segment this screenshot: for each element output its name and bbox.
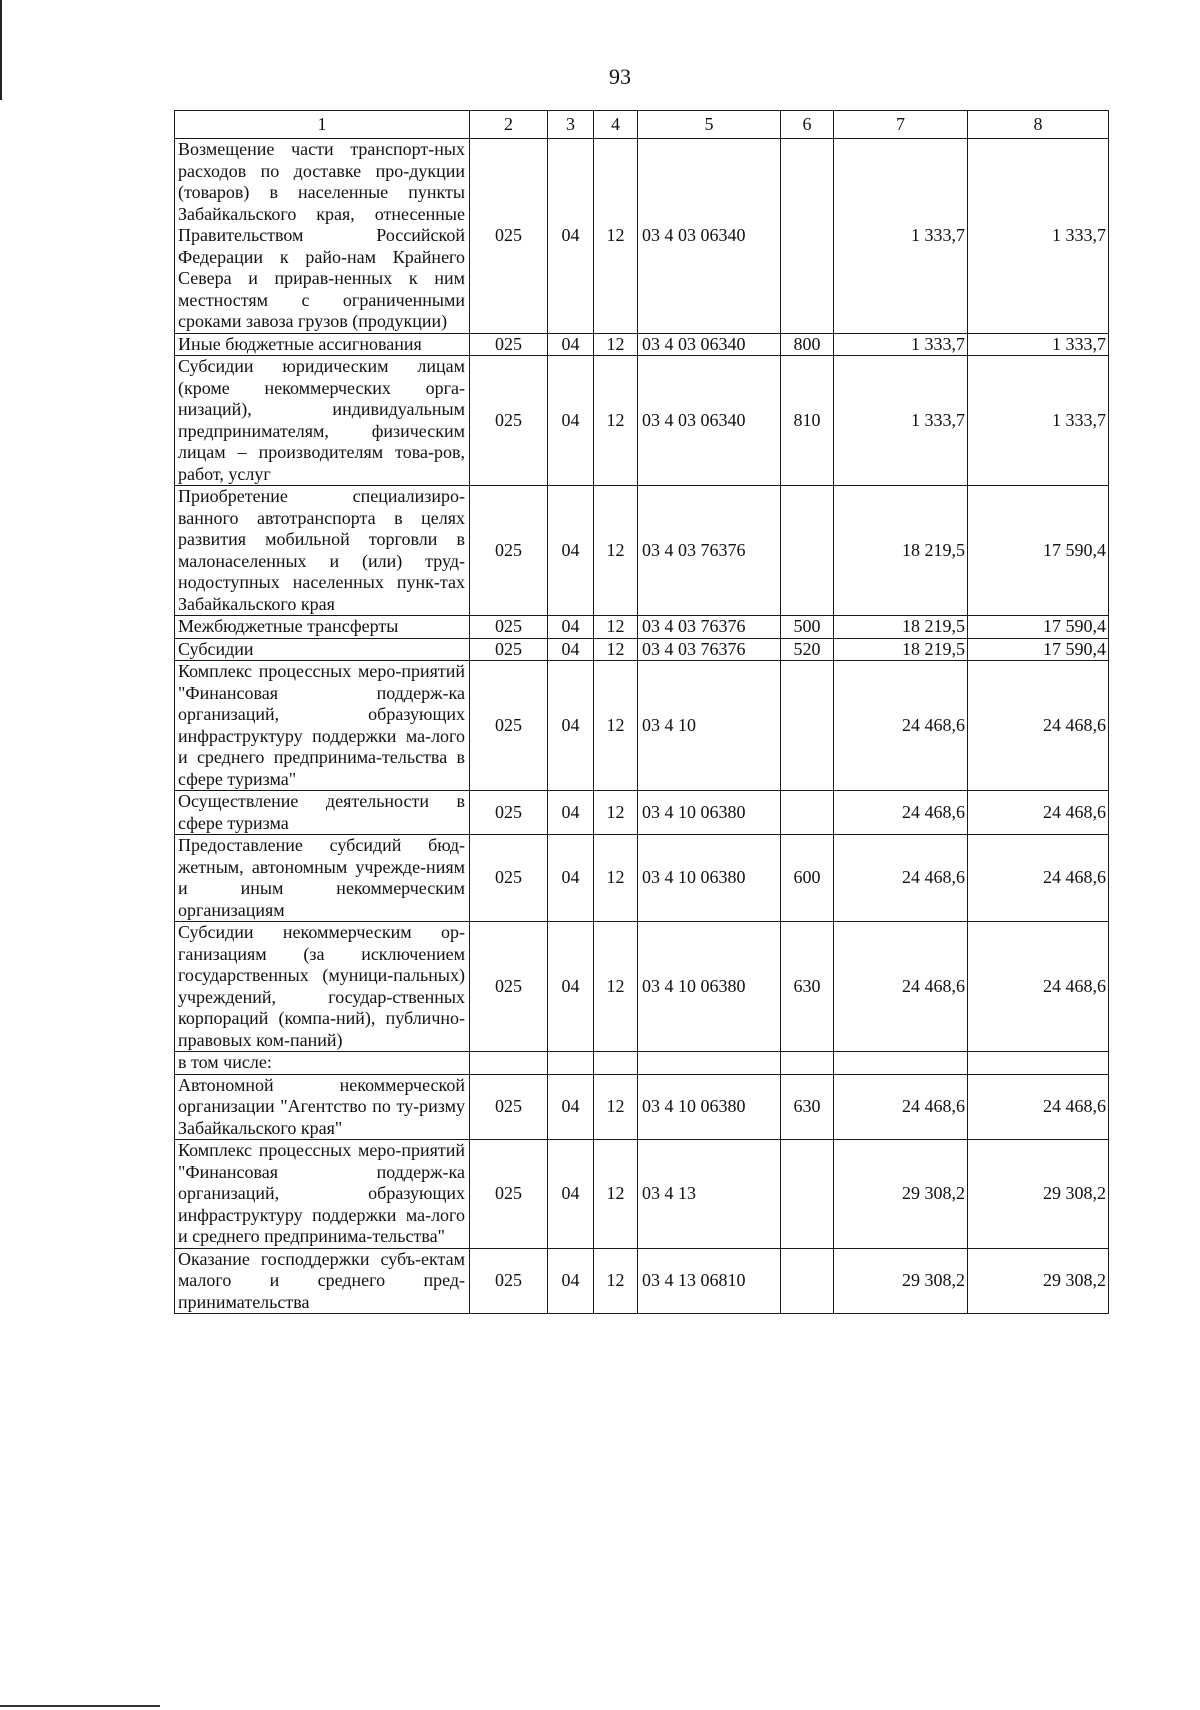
cell-name: Субсидии некоммерческим ор-ганизациям (за исключением государственных (муници-пальных) учреждений, государ-ственных корпораций (компа-ний), публично-правовых ком-паний) — [175, 922, 470, 1052]
cell-name: Комплекс процессных меро-приятий "Финансовая поддерж-ка организаций, образующих инфраструктуру поддержки ма-лого и среднего предпринима-тельства в сфере туризма" — [175, 661, 470, 791]
cell-amount-year-1: 1 333,7 — [834, 139, 968, 334]
cell-target-article: 03 4 10 — [638, 661, 781, 791]
cell-subsection: 12 — [594, 356, 638, 486]
table-row — [175, 835, 1109, 922]
scan-bottom-line — [0, 1705, 160, 1707]
cell-amount-year-2: 24 468,6 — [968, 661, 1109, 791]
cell-name: Субсидии юридическим лицам (кроме некоммерческих орга-низаций), индивидуальным предпринимателям, физическим лицам – производителям това-ров, работ, услуг — [175, 356, 470, 486]
cell-admin-code: 025 — [470, 1074, 548, 1140]
cell-amount-year-1: 1 333,7 — [834, 356, 968, 486]
cell-expense-type: 800 — [781, 333, 834, 356]
cell-subsection — [594, 1052, 638, 1075]
table-row — [175, 1052, 1109, 1075]
table-row — [175, 486, 1109, 616]
header-col-1: 1 — [175, 111, 470, 139]
cell-admin-code: 025 — [470, 922, 548, 1052]
cell-name: Комплекс процессных меро-приятий "Финансовая поддерж-ка организаций, образующих инфраструктуру поддержки ма-лого и среднего предпринима-тельства" — [175, 1140, 470, 1249]
cell-target-article: 03 4 03 76376 — [638, 486, 781, 616]
cell-amount-year-2: 1 333,7 — [968, 139, 1109, 334]
cell-section: 04 — [548, 333, 594, 356]
cell-amount-year-2: 17 590,4 — [968, 486, 1109, 616]
cell-name: Осуществление деятельности в сфере туризма — [175, 791, 470, 835]
cell-expense-type — [781, 1052, 834, 1075]
cell-section: 04 — [548, 1074, 594, 1140]
cell-target-article: 03 4 10 06380 — [638, 1074, 781, 1140]
cell-target-article: 03 4 03 06340 — [638, 333, 781, 356]
cell-amount-year-1: 24 468,6 — [834, 835, 968, 922]
budget-table — [174, 110, 1109, 1314]
header-col-5: 5 — [638, 111, 781, 139]
table-row — [175, 791, 1109, 835]
table-row — [175, 638, 1109, 661]
cell-section: 04 — [548, 486, 594, 616]
cell-amount-year-1: 24 468,6 — [834, 791, 968, 835]
cell-name: Иные бюджетные ассигнования — [175, 333, 470, 356]
cell-expense-type: 810 — [781, 356, 834, 486]
cell-amount-year-2: 17 590,4 — [968, 638, 1109, 661]
cell-admin-code: 025 — [470, 1140, 548, 1249]
cell-subsection: 12 — [594, 1074, 638, 1140]
cell-section: 04 — [548, 835, 594, 922]
header-col-3: 3 — [548, 111, 594, 139]
cell-admin-code: 025 — [470, 486, 548, 616]
cell-expense-type — [781, 486, 834, 616]
cell-target-article — [638, 1052, 781, 1075]
cell-expense-type: 630 — [781, 1074, 834, 1140]
cell-target-article: 03 4 10 06380 — [638, 791, 781, 835]
cell-section — [548, 1052, 594, 1075]
table-row — [175, 1074, 1109, 1140]
cell-admin-code: 025 — [470, 791, 548, 835]
cell-subsection: 12 — [594, 661, 638, 791]
cell-target-article: 03 4 03 06340 — [638, 139, 781, 334]
cell-admin-code: 025 — [470, 333, 548, 356]
table-header-row — [175, 111, 1109, 139]
cell-subsection: 12 — [594, 333, 638, 356]
cell-amount-year-1: 1 333,7 — [834, 333, 968, 356]
cell-subsection: 12 — [594, 922, 638, 1052]
cell-amount-year-2: 29 308,2 — [968, 1248, 1109, 1314]
cell-name: в том числе: — [175, 1052, 470, 1075]
table-row — [175, 1140, 1109, 1249]
cell-target-article: 03 4 03 06340 — [638, 356, 781, 486]
cell-name: Межбюджетные трансферты — [175, 616, 470, 639]
cell-amount-year-2: 17 590,4 — [968, 616, 1109, 639]
cell-target-article: 03 4 13 — [638, 1140, 781, 1249]
cell-target-article: 03 4 13 06810 — [638, 1248, 781, 1314]
cell-amount-year-1: 24 468,6 — [834, 922, 968, 1052]
cell-expense-type — [781, 1140, 834, 1249]
table-body — [175, 111, 1109, 1314]
table-row — [175, 922, 1109, 1052]
cell-target-article: 03 4 10 06380 — [638, 922, 781, 1052]
cell-amount-year-2: 1 333,7 — [968, 333, 1109, 356]
cell-amount-year-1: 29 308,2 — [834, 1140, 968, 1249]
header-col-6: 6 — [781, 111, 834, 139]
cell-section: 04 — [548, 356, 594, 486]
cell-subsection: 12 — [594, 835, 638, 922]
header-col-7: 7 — [834, 111, 968, 139]
table-row — [175, 333, 1109, 356]
table-row — [175, 356, 1109, 486]
cell-name: Оказание господдержки субъ-ектам малого и среднего пред-принимательства — [175, 1248, 470, 1314]
cell-amount-year-2: 24 468,6 — [968, 922, 1109, 1052]
cell-subsection: 12 — [594, 616, 638, 639]
table-row — [175, 661, 1109, 791]
cell-amount-year-1: 29 308,2 — [834, 1248, 968, 1314]
cell-admin-code: 025 — [470, 638, 548, 661]
cell-section: 04 — [548, 1140, 594, 1249]
cell-section: 04 — [548, 1248, 594, 1314]
cell-name: Автономной некоммерческой организации "Агентство по ту-ризму Забайкальского края" — [175, 1074, 470, 1140]
cell-section: 04 — [548, 791, 594, 835]
table-row — [175, 616, 1109, 639]
cell-amount-year-1: 24 468,6 — [834, 1074, 968, 1140]
cell-section: 04 — [548, 139, 594, 334]
cell-admin-code: 025 — [470, 661, 548, 791]
cell-expense-type: 600 — [781, 835, 834, 922]
cell-amount-year-2: 24 468,6 — [968, 791, 1109, 835]
cell-name: Предоставление субсидий бюд-жетным, автономным учрежде-ниям и иным некоммерческим организациям — [175, 835, 470, 922]
cell-name: Возмещение части транспорт-ных расходов по доставке про-дукции (товаров) в населенные пункты Забайкальского края, отнесенные Правительством Российской Федерации к райо-нам Крайнего Севера и прирав-ненных к ним местностям с ограниченными сроками завоза грузов (продукции) — [175, 139, 470, 334]
cell-target-article: 03 4 03 76376 — [638, 616, 781, 639]
cell-amount-year-2: 24 468,6 — [968, 835, 1109, 922]
cell-amount-year-1: 18 219,5 — [834, 616, 968, 639]
cell-subsection: 12 — [594, 1248, 638, 1314]
cell-section: 04 — [548, 661, 594, 791]
cell-admin-code: 025 — [470, 1248, 548, 1314]
cell-section: 04 — [548, 922, 594, 1052]
cell-admin-code — [470, 1052, 548, 1075]
cell-admin-code: 025 — [470, 616, 548, 639]
cell-amount-year-2 — [968, 1052, 1109, 1075]
cell-target-article: 03 4 10 06380 — [638, 835, 781, 922]
cell-target-article: 03 4 03 76376 — [638, 638, 781, 661]
cell-expense-type — [781, 139, 834, 334]
cell-amount-year-1: 18 219,5 — [834, 638, 968, 661]
cell-expense-type: 520 — [781, 638, 834, 661]
header-col-8: 8 — [968, 111, 1109, 139]
cell-name: Приобретение специализиро-ванного автотранспорта в целях развития мобильной торговли в малонаселенных и (или) труд-нодоступных населенных пунк-тах Забайкальского края — [175, 486, 470, 616]
cell-admin-code: 025 — [470, 139, 548, 334]
cell-expense-type: 630 — [781, 922, 834, 1052]
cell-subsection: 12 — [594, 139, 638, 334]
cell-amount-year-2: 29 308,2 — [968, 1140, 1109, 1249]
cell-subsection: 12 — [594, 486, 638, 616]
cell-expense-type: 500 — [781, 616, 834, 639]
cell-name: Субсидии — [175, 638, 470, 661]
cell-amount-year-2: 1 333,7 — [968, 356, 1109, 486]
cell-amount-year-1: 18 219,5 — [834, 486, 968, 616]
page-number: 93 — [609, 64, 631, 89]
cell-subsection: 12 — [594, 791, 638, 835]
cell-section: 04 — [548, 616, 594, 639]
table-row — [175, 139, 1109, 334]
cell-expense-type — [781, 1248, 834, 1314]
cell-amount-year-1: 24 468,6 — [834, 661, 968, 791]
cell-amount-year-2: 24 468,6 — [968, 1074, 1109, 1140]
table-row — [175, 1248, 1109, 1314]
cell-section: 04 — [548, 638, 594, 661]
cell-admin-code: 025 — [470, 835, 548, 922]
cell-subsection: 12 — [594, 638, 638, 661]
cell-expense-type — [781, 791, 834, 835]
cell-admin-code: 025 — [470, 356, 548, 486]
header-col-2: 2 — [470, 111, 548, 139]
cell-amount-year-1 — [834, 1052, 968, 1075]
cell-expense-type — [781, 661, 834, 791]
header-col-4: 4 — [594, 111, 638, 139]
cell-subsection: 12 — [594, 1140, 638, 1249]
